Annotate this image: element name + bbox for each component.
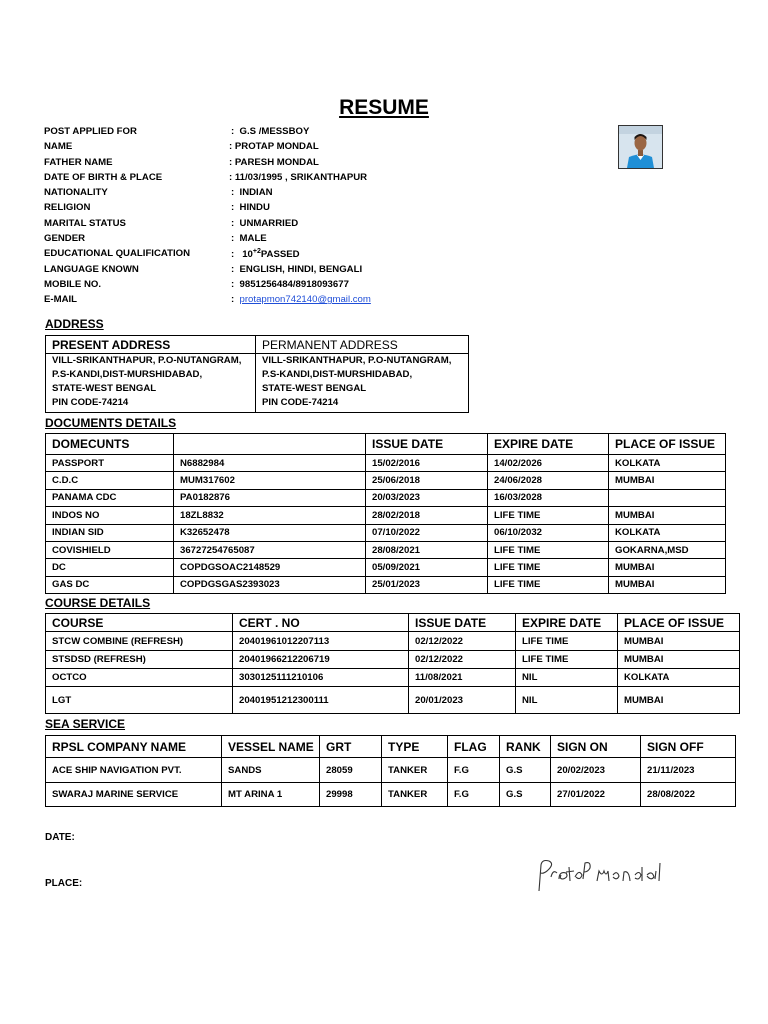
permanent-address-line: STATE-WEST BENGAL [262,383,367,394]
present-address-header: PRESENT ADDRESS [46,336,256,354]
table-cell: 28/02/2018 [366,507,488,524]
table-cell: KOLKATA [609,455,726,472]
present-address-cell [46,354,256,413]
table-cell: PANAMA CDC [46,489,174,506]
info-label: GENDER [44,233,86,245]
table-cell: 25/01/2023 [366,576,488,593]
table-cell: MUM317602 [174,472,366,489]
table-row [46,455,726,472]
table-cell: 07/10/2022 [366,524,488,541]
table-cell: 06/10/2032 [488,524,609,541]
info-row [44,157,464,172]
table-cell: NIL [516,669,618,687]
info-label: RELIGION [44,202,91,214]
table-cell: MUMBAI [609,576,726,593]
table-row [46,541,726,558]
table-cell: 02/12/2022 [409,651,516,669]
table-cell: STCW COMBINE (REFRESH) [46,632,233,651]
table-cell: K32652478 [174,524,366,541]
table-cell: 11/08/2021 [409,669,516,687]
table-cell: 14/02/2026 [488,455,609,472]
table-cell: LIFE TIME [516,651,618,669]
info-value: : HINDU [231,202,270,214]
table-cell: GOKARNA,MSD [609,541,726,558]
info-row [44,294,464,309]
present-address-line: PIN CODE-74214 [52,397,129,408]
table-row [46,651,740,669]
table-cell: KOLKATA [618,669,740,687]
info-label: FATHER NAME [44,156,113,168]
table-cell: 36727254765087 [174,541,366,558]
resume-title: RESUME [339,96,429,119]
table-cell: DC [46,559,174,576]
sea-service-table [45,735,736,807]
table-row [46,669,740,687]
table-header-row [46,614,740,632]
address-heading: ADDRESS [45,317,104,331]
table-cell: SWARAJ MARINE SERVICE [46,783,222,807]
info-label: DATE OF BIRTH & PLACE [44,171,163,183]
table-cell: N6882984 [174,455,366,472]
table-cell: 21/11/2023 [641,758,736,783]
present-address-line: VILL-SRIKANTHAPUR, P.O-NUTANGRAM, [52,355,242,366]
signature-image [535,855,680,895]
table-cell: STSDSD (REFRESH) [46,651,233,669]
table-cell: 15/02/2016 [366,455,488,472]
table-cell: C.D.C [46,472,174,489]
table-cell: F.G [448,783,500,807]
table-row [46,758,736,783]
column-header: ISSUE DATE [409,614,516,632]
info-row [44,126,464,141]
table-cell: G.S [500,783,551,807]
info-row [44,141,464,156]
present-address-line: STATE-WEST BENGAL [52,383,157,394]
table-row [46,687,740,714]
table-cell: 28059 [320,758,382,783]
info-row [44,279,464,294]
info-label: LANGUAGE KNOWN [44,263,139,275]
info-value: : G.S /MESSBOY [231,126,310,137]
signature [535,855,680,900]
table-cell: 20/03/2023 [366,489,488,506]
info-label: MARITAL STATUS [44,217,126,229]
profile-photo [618,125,663,169]
table-row [46,507,726,524]
table-cell: MUMBAI [618,687,740,714]
table-cell: GAS DC [46,576,174,593]
permanent-address-line: PIN CODE-74214 [262,397,339,408]
column-header: RANK [500,736,551,758]
personal-info [44,126,464,310]
table-cell: COPDGSOAC2148529 [174,559,366,576]
column-header: EXPIRE DATE [516,614,618,632]
info-row [44,187,464,202]
email-colon: : [231,294,240,306]
column-header: DOMECUNTS [46,434,174,455]
column-header: CERT . NO [233,614,409,632]
table-row [46,472,726,489]
info-value: : ENGLISH, HINDI, BENGALI [231,263,363,275]
table-cell: 3030125111210106 [233,669,409,687]
permanent-address-cell [256,354,469,413]
table-cell: LGT [46,687,233,714]
course-heading: COURSE DETAILS [45,596,151,610]
info-label: MOBILE NO. [44,278,102,290]
column-header: PLACE OF ISSUE [609,434,726,455]
sea-service-heading: SEA SERVICE [45,717,126,731]
table-cell: MUMBAI [618,651,740,669]
column-header: GRT [320,736,382,758]
table-cell: COPDGSGAS2393023 [174,576,366,593]
info-value: : 9851256484/8918093677 [231,278,349,290]
column-header: SIGN ON [551,736,641,758]
table-row [46,783,736,807]
info-value: : 11/03/1995 , SRIKANTHAPUR [229,171,368,183]
table-cell [609,489,726,506]
table-header-row [46,434,726,455]
info-value: : PROTAP MONDAL [229,141,319,153]
table-cell: LIFE TIME [488,507,609,524]
profile-photo-image [619,126,662,168]
table-cell: PA0182876 [174,489,366,506]
table-cell: 20/01/2023 [409,687,516,714]
column-header: RPSL COMPANY NAME [46,736,222,758]
info-row [44,202,464,217]
table-cell: MT ARINA 1 [222,783,320,807]
table-cell: 25/06/2018 [366,472,488,489]
info-label: E-MAIL [44,294,78,306]
info-value: : PARESH MONDAL [229,156,319,168]
table-row [46,559,726,576]
table-cell: 27/01/2022 [551,783,641,807]
present-address-line: P.S-KANDI,DIST-MURSHIDABAD, [52,369,203,380]
table-row [46,632,740,651]
course-table [45,613,740,714]
table-header-row [46,736,736,758]
date-label: DATE: [45,832,75,843]
qualification-prefix: : 10 [231,249,253,261]
info-value [231,248,300,260]
column-header: SIGN OFF [641,736,736,758]
table-cell: TANKER [382,758,448,783]
column-header: FLAG [448,736,500,758]
info-row [44,172,464,187]
table-cell: PASSPORT [46,455,174,472]
info-label: NATIONALITY [44,187,108,199]
permanent-address-header: PERMANENT ADDRESS [256,336,469,354]
table-cell: INDIAN SID [46,524,174,541]
table-cell: F.G [448,758,500,783]
table-cell: KOLKATA [609,524,726,541]
table-cell: 20401966212206719 [233,651,409,669]
column-header: VESSEL NAME [222,736,320,758]
permanent-address-line: VILL-SRIKANTHAPUR, P.O-NUTANGRAM, [262,355,452,366]
table-cell: COVISHIELD [46,541,174,558]
table-cell: 24/06/2028 [488,472,609,489]
table-cell: 29998 [320,783,382,807]
qualification-suffix: PASSED [260,249,300,261]
table-row [46,576,726,593]
table-cell: 28/08/2022 [641,783,736,807]
info-value: : MALE [231,233,267,245]
table-cell: G.S [500,758,551,783]
table-cell: ACE SHIP NAVIGATION PVT. [46,758,222,783]
table-cell: 20401961012207113 [233,632,409,651]
info-label: NAME [44,141,73,153]
table-cell: SANDS [222,758,320,783]
column-header [174,434,366,455]
table-row [46,524,726,541]
column-header: TYPE [382,736,448,758]
info-row [44,264,464,279]
table-cell: OCTCO [46,669,233,687]
documents-table [45,433,726,594]
table-cell: 28/08/2021 [366,541,488,558]
column-header: PLACE OF ISSUE [618,614,740,632]
table-cell: 16/03/2028 [488,489,609,506]
table-cell: LIFE TIME [488,541,609,558]
table-cell: 05/09/2021 [366,559,488,576]
table-cell: 02/12/2022 [409,632,516,651]
table-cell: LIFE TIME [488,559,609,576]
address-table [45,335,469,413]
permanent-address-line: P.S-KANDI,DIST-MURSHIDABAD, [262,369,413,380]
qualification-superscript: +2 [252,248,261,256]
info-value [231,294,371,305]
info-value: : INDIAN [231,187,273,199]
column-header: EXPIRE DATE [488,434,609,455]
table-cell: MUMBAI [618,632,740,651]
table-cell: 20401951212300111 [233,687,409,714]
info-row [44,248,464,263]
info-row [44,218,464,233]
table-cell: LIFE TIME [516,632,618,651]
info-label: EDUCATIONAL QUALIFICATION [44,248,191,260]
info-label: POST APPLIED FOR [44,126,137,137]
info-value: : UNMARRIED [231,217,299,229]
table-cell: 18ZL8832 [174,507,366,524]
table-cell: NIL [516,687,618,714]
column-header: ISSUE DATE [366,434,488,455]
documents-heading: DOCUMENTS DETAILS [45,416,177,430]
place-label: PLACE: [45,878,83,889]
table-cell: TANKER [382,783,448,807]
info-row [44,233,464,248]
column-header: COURSE [46,614,233,632]
table-row [46,489,726,506]
table-cell: 20/02/2023 [551,758,641,783]
table-cell: MUMBAI [609,559,726,576]
table-cell: LIFE TIME [488,576,609,593]
table-cell: INDOS NO [46,507,174,524]
table-cell: MUMBAI [609,472,726,489]
table-cell: MUMBAI [609,507,726,524]
email-link[interactable]: protapmon742140@gmail.com [239,294,371,306]
